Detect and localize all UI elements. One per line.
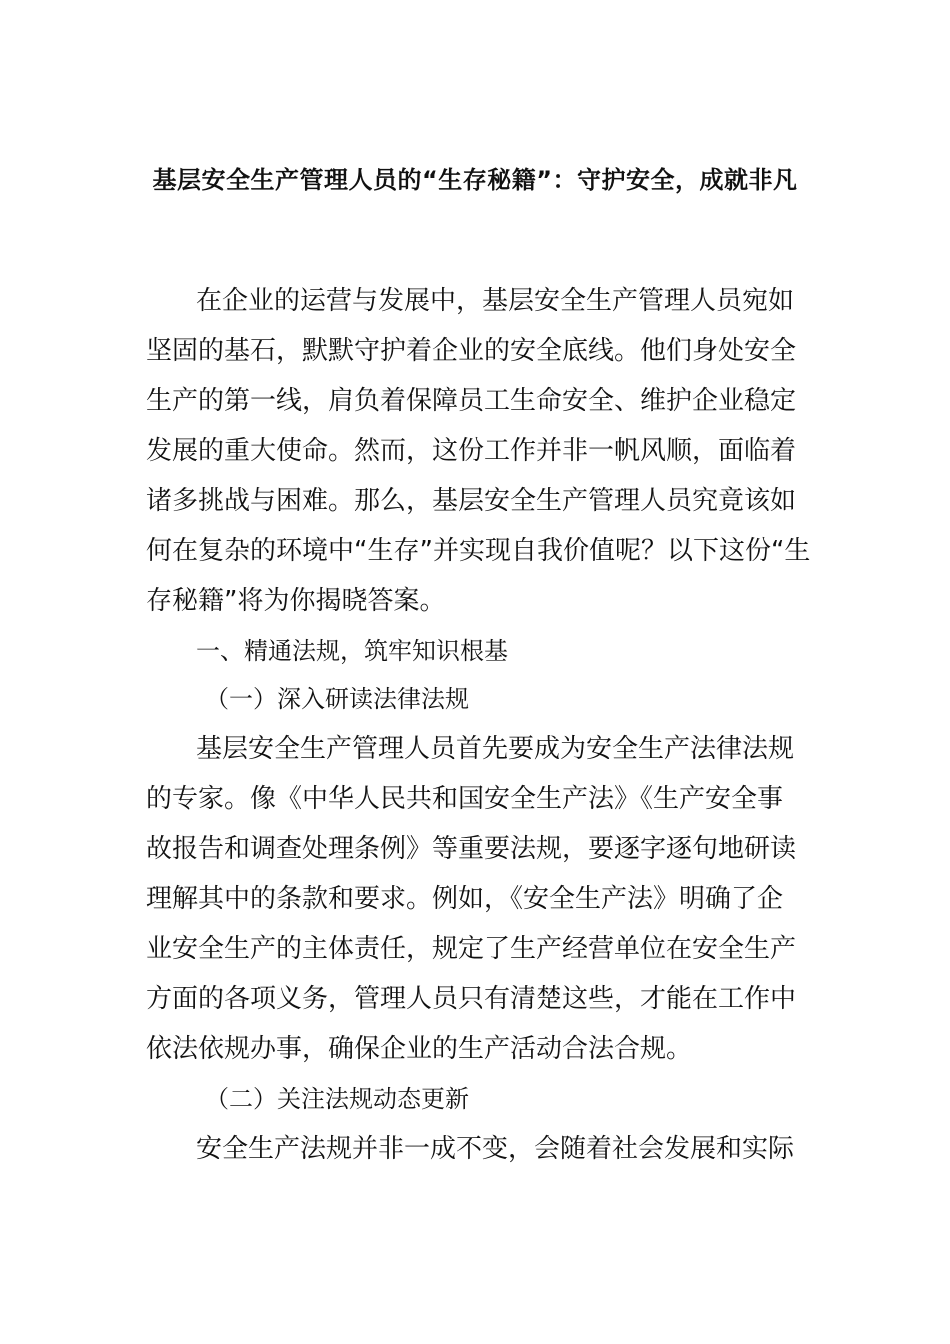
sub1-line-3: 故报告和调查处理条例》等重要法规，要逐字逐句地研读 — [146, 834, 797, 864]
intro-line-6: 何在复杂的环境中“生存”并实现自我价值呢？以下这份“生 — [146, 536, 811, 566]
sub1-line-7: 依法依规办事，确保企业的生产活动合法合规。 — [146, 1034, 693, 1064]
sub1-line-4: 理解其中的条款和要求。例如，《安全生产法》明确了企 — [146, 884, 784, 914]
intro-line-1: 在企业的运营与发展中，基层安全生产管理人员宛如 — [196, 286, 795, 316]
intro-line-2: 坚固的基石，默默守护着企业的安全底线。他们身处安全 — [146, 336, 797, 366]
sub2-line-1: 安全生产法规并非一成不变，会随着社会发展和实际 — [196, 1134, 795, 1164]
intro-line-3: 生产的第一线，肩负着保障员工生命安全、维护企业稳定 — [146, 386, 797, 416]
intro-line-7: 存秘籍”将为你揭晓答案。 — [146, 586, 446, 616]
intro-line-4: 发展的重大使命。然而，这份工作并非一帆风顺，面临着 — [146, 436, 797, 466]
intro-line-5: 诸多挑战与困难。那么，基层安全生产管理人员究竟该如 — [146, 486, 797, 516]
section-1-heading: 一、精通法规，筑牢知识根基 — [196, 637, 508, 665]
document-title: 基层安全生产管理人员的“生存秘籍”：守护安全，成就非凡 — [152, 166, 798, 194]
sub1-line-5: 业安全生产的主体责任，规定了生产经营单位在安全生产 — [146, 934, 797, 964]
sub1-line-2: 的专家。像《中华人民共和国安全生产法》《生产安全事 — [146, 784, 784, 814]
sub1-line-1: 基层安全生产管理人员首先要成为安全生产法律法规 — [196, 734, 795, 764]
subsection-2-heading: （二）关注法规动态更新 — [205, 1085, 469, 1113]
subsection-1-heading: （一）深入研读法律法规 — [205, 685, 469, 713]
sub1-line-6: 方面的各项义务，管理人员只有清楚这些，才能在工作中 — [146, 984, 797, 1014]
